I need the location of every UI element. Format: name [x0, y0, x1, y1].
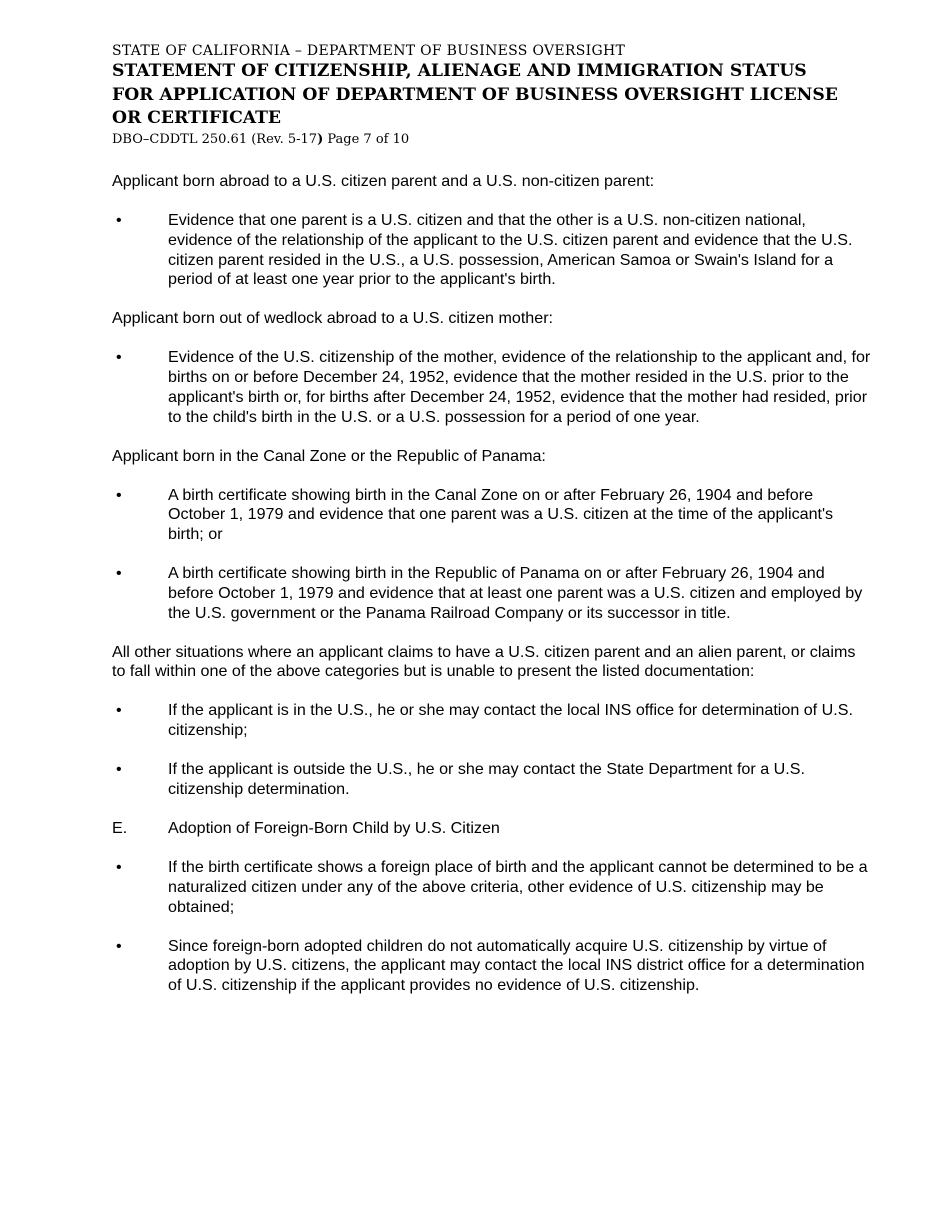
list-item — [112, 937, 872, 996]
section-title: Adoption of Foreign-Born Child by U.S. Citizen — [168, 819, 500, 838]
section-intro-canal-zone: Applicant born in the Canal Zone or the Republic of Panama: — [112, 446, 546, 465]
list-item — [112, 701, 872, 740]
list-item-text: A birth certificate showing birth in the Republic of Panama on or after February 26, 1904 and before October 1, 1979 and evidence that at least one parent was a U.S. citizen and employed by the U.S. government or the Panama Railroad Company or its successor in title. — [168, 564, 863, 622]
list-item-text: Since foreign-born adopted children do not automatically acquire U.S. citizenship by virtue of adoption by U.S. citizens, the applicant may contact the local INS district office for a determination of U.S. citizenship if the applicant provides no evidence of U.S. citizenship. — [168, 936, 865, 995]
section-letter: E. — [112, 819, 128, 838]
section-intro-abroad-noncitizen-parent: Applicant born abroad to a U.S. citizen parent and a U.S. non-citizen parent: — [112, 172, 655, 190]
list-item-text: If the applicant is in the U.S., he or she may contact the local INS office for determination of U.S. citizenship; — [168, 701, 853, 740]
bullet-marker: • — [116, 936, 122, 955]
form-title-line-2: FOR APPLICATION OF DEPARTMENT OF BUSINESS OVERSIGHT LICENSE — [112, 84, 838, 105]
page-number: Page 7 of 10 — [323, 131, 410, 147]
list-item-text: If the birth certificate shows a foreign place of birth and the applicant cannot be determined to be a naturalized citizen under any of the above criteria, other evidence of U.S. citizenship may be obtained; — [168, 858, 868, 916]
list-item — [112, 348, 872, 427]
list-item — [112, 564, 872, 623]
section-intro-out-of-wedlock: Applicant born out of wedlock abroad to a U.S. citizen mother: — [112, 309, 554, 328]
list-item — [112, 760, 872, 799]
form-identifier — [112, 131, 892, 149]
bullet-marker: • — [116, 211, 122, 230]
bullet-marker: • — [116, 858, 122, 877]
list-item — [112, 486, 872, 545]
bullet-marker: • — [116, 564, 122, 583]
list-item-text: Evidence of the U.S. citizenship of the mother, evidence of the relationship to the applicant and, for births on or before December 24, 1952, evidence that the mother resided in the U.S. prior to the applicant's birth or, for births after December 24, 1952, evidence that the mother had resided, prior to the child's birth in the U.S. or a U.S. possession for a period of one year. — [168, 348, 871, 426]
section-intro-other-situations: All other situations where an applicant claims to have a U.S. citizen parent and an alien parent, or claims to fall within one of the above categories but is unable to present the listed documentation: — [112, 642, 856, 681]
list-item — [112, 211, 872, 290]
form-title-line-3: OR CERTIFICATE — [112, 108, 282, 128]
list-item-text: A birth certificate showing birth in the Canal Zone on or after February 26, 1904 and before October 1, 1979 and evidence that one parent was a U.S. citizen at the time of the applicant's birth; or — [168, 485, 834, 544]
form-title-line-1: STATEMENT OF CITIZENSHIP, ALIENAGE AND IMMIGRATION STATUS — [112, 61, 807, 81]
form-header — [112, 42, 892, 149]
document-body — [112, 172, 872, 1015]
list-item-text: If the applicant is outside the U.S., he or she may contact the State Department for a U.S. citizenship determination. — [168, 760, 805, 798]
bullet-marker: • — [116, 348, 122, 367]
bullet-marker: • — [116, 485, 122, 504]
form-title — [112, 60, 892, 131]
section-heading-adoption — [112, 819, 872, 839]
list-item — [112, 858, 872, 917]
form-number-paren: ) — [317, 131, 324, 147]
agency-name: STATE OF CALIFORNIA – DEPARTMENT OF BUSINESS OVERSIGHT — [112, 43, 626, 59]
bullet-marker: • — [116, 701, 122, 720]
form-number: DBO–CDDTL 250.61 (Rev. 5-17 — [112, 131, 318, 147]
list-item-text: Evidence that one parent is a U.S. citizen and that the other is a U.S. non-citizen national, evidence of the relationship of the applicant to the U.S. citizen parent and evidence that the U.S. citizen parent resided in the U.S., a U.S. possession, American Samoa or Swain's Island for a period of at least one year prior to the applicant's birth. — [168, 211, 853, 289]
bullet-marker: • — [116, 760, 122, 779]
